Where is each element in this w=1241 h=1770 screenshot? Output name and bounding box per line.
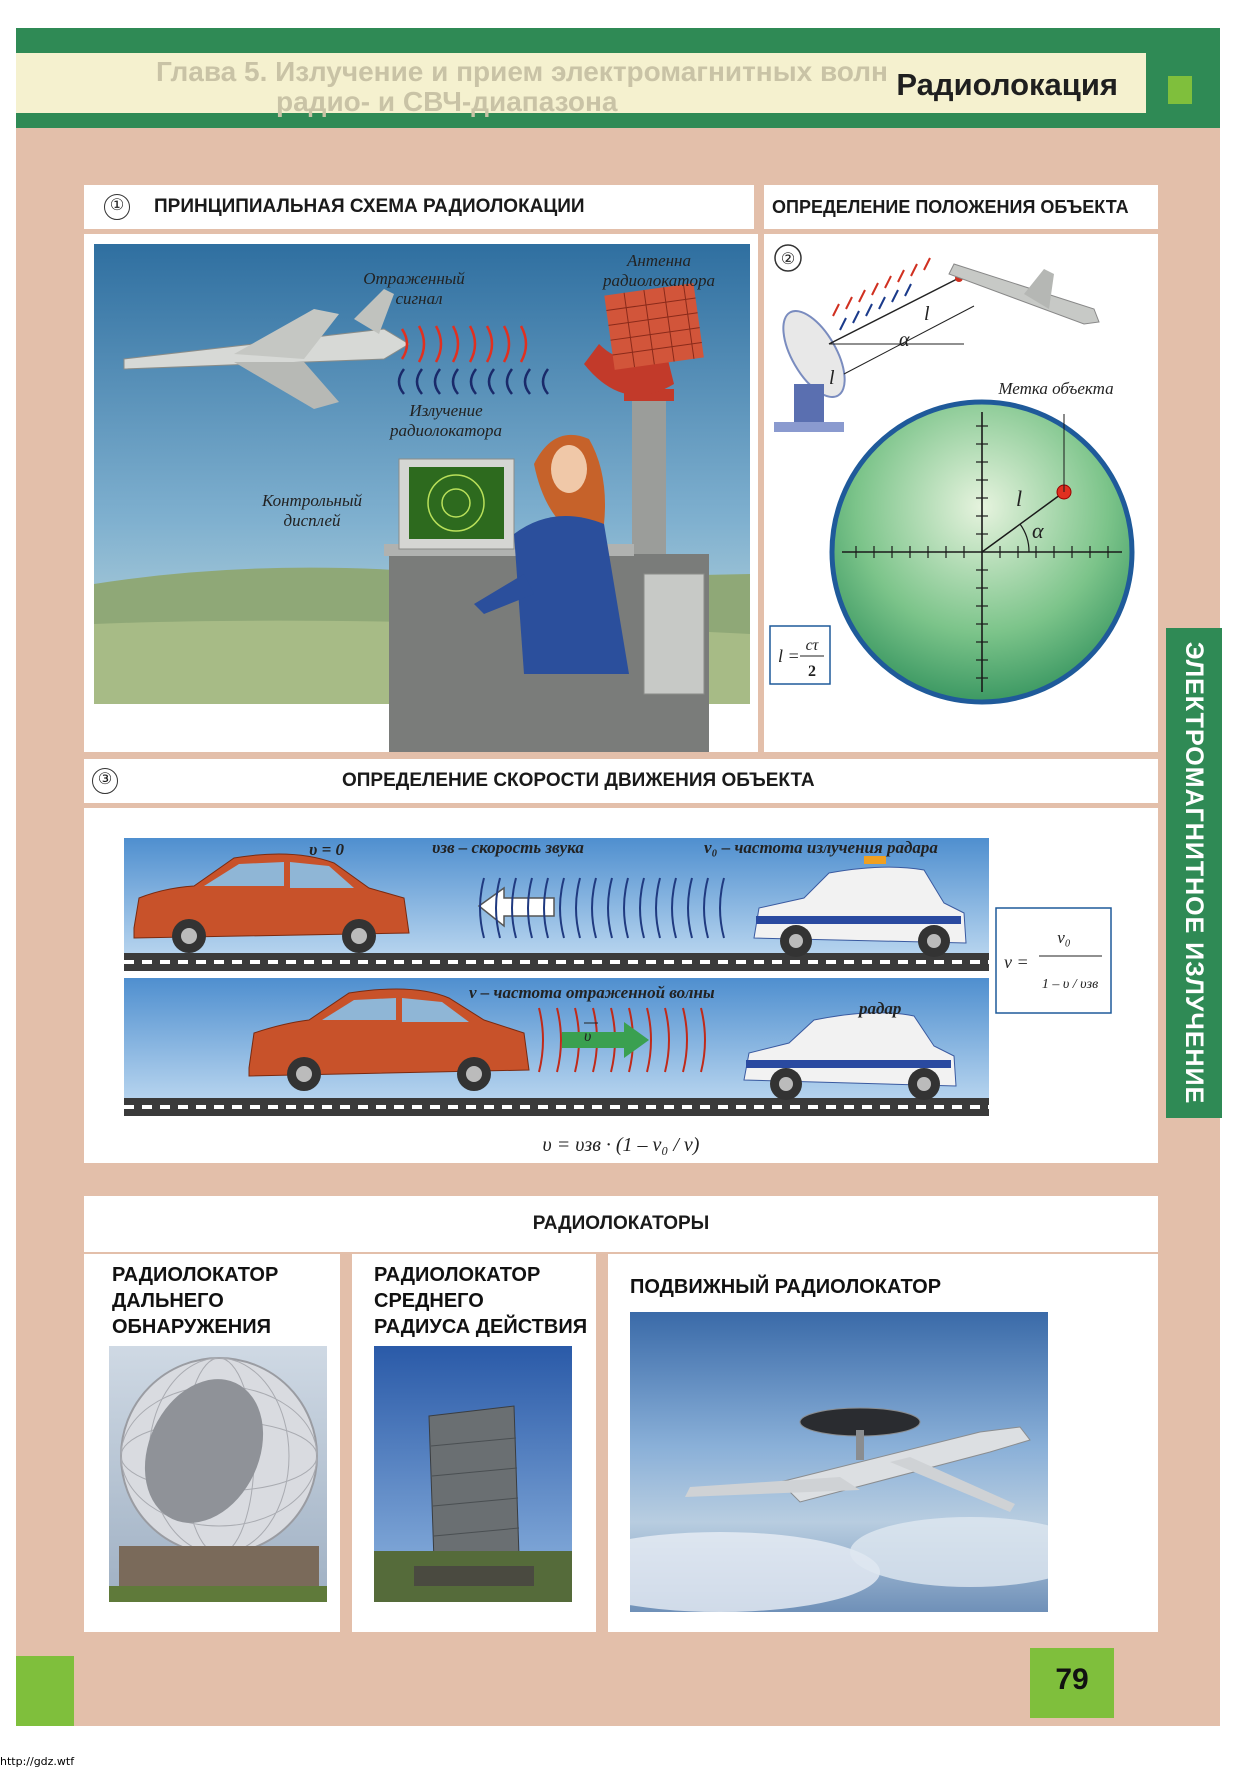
title-square [1168,76,1192,104]
speed-panel [84,808,1158,1163]
position-panel [764,234,1158,752]
emit-freq-label: ν₀ – частота излучения радара [704,838,938,857]
page-title: Радиолокация [896,67,1118,102]
pos-l-label: l [924,303,930,325]
radar-card-medium-range [352,1254,596,1632]
section1-header [84,185,754,229]
section4-header [84,1196,1158,1252]
corner-square [16,1656,74,1726]
section2-title: ОПРЕДЕЛЕНИЕ ПОЛОЖЕНИЯ ОБЪЕКТА [772,197,1129,217]
velocity-vector-label: υ [584,1028,592,1045]
radar-photo-dome [109,1346,327,1602]
label-emission-1: Излучение [409,401,483,420]
scope-l-label: l [1016,486,1023,511]
radar-photo-awacs [630,1312,1048,1612]
bleed-through-text [156,57,888,117]
scheme-labels [84,234,758,752]
section3-header [84,759,1158,803]
sound-speed-label: υзв – скорость звука [432,838,584,857]
speed-illustration [84,808,1158,1163]
footer-link[interactable]: http://gdz.wtf [0,1755,75,1768]
formula-bottom: υ = υзв · (1 – ν₀ / ν) [542,1134,700,1156]
jet-small-icon [949,264,1099,324]
label-reflected-1: Отраженный [363,269,465,288]
radar-photo-tower [374,1346,572,1602]
radar-label-mobile: ПОДВИЖНЫЙ РАДИОЛОКАТОР [630,1276,942,1298]
position-reflected-waves [833,258,930,316]
section1-title: ПРИНЦИПИАЛЬНАЯ СХЕМА РАДИОЛОКАЦИИ [154,196,585,217]
pos-alpha-label: α [899,329,910,351]
radar-label-medium-range: РАДИОЛОКАТОР СРЕДНЕГО РАДИУСА ДЕЙСТВИЯ [374,1264,588,1338]
label-display-2: дисплей [283,511,341,530]
radar-label: радар [859,999,902,1018]
label-antenna-1: Антенна [626,251,692,270]
side-tab-label: ЭЛЕКТРОМАГНИТНОЕ ИЗЛУЧЕНИЕ [1180,641,1208,1105]
formula-nu-den: 1 – υ / υзв [1041,977,1099,992]
section3-title: ОПРЕДЕЛЕНИЕ СКОРОСТИ ДВИЖЕНИЯ ОБЪЕКТА [342,770,815,791]
formula-nu-num: ν₀ [1057,928,1071,947]
label-display-1: Контрольный [261,491,363,510]
reflect-freq-label: ν – частота отраженной волны [469,983,715,1002]
section3-number: ③ [92,768,118,794]
label-emission-2: радиолокатора [389,421,503,440]
label-antenna-2: радиолокатора [602,271,716,290]
textbook-page [16,28,1220,1726]
section4-title: РАДИОЛОКАТОРЫ [532,1213,710,1234]
radar-label-long-range: РАДИОЛОКАТОР ДАЛЬНЕГО ОБНАРУЖЕНИЯ [112,1264,279,1338]
formula-l-den: 2 [808,663,816,680]
label-reflected-2: сигнал [395,289,443,308]
section2-header [764,185,1158,229]
radar-card-mobile [608,1254,1158,1632]
formula-nu-lhs: ν = [1004,952,1029,972]
section1-number: ① [104,194,130,220]
section2-number: ② [780,251,796,268]
chapter-side-tab [1166,628,1222,1118]
v-zero-label: υ = 0 [309,840,345,859]
scope-alpha-label: α [1032,518,1044,543]
title-bar [16,53,1146,117]
ghost-line-2: радио- и СВЧ-диапазона [276,86,618,117]
pos-l-label-2: l [829,367,835,389]
position-illustration [764,234,1158,752]
formula-l-lhs: l = [778,646,800,666]
radar-card-long-range [84,1254,340,1632]
page-number: 79 [1030,1648,1114,1718]
radar-scheme-panel [84,234,758,752]
formula-l-num: cτ [805,637,819,654]
object-mark-label: Метка объекта [998,379,1114,398]
ghost-line-1: Глава 5. Излучение и прием электромагнитных волн [156,56,888,87]
